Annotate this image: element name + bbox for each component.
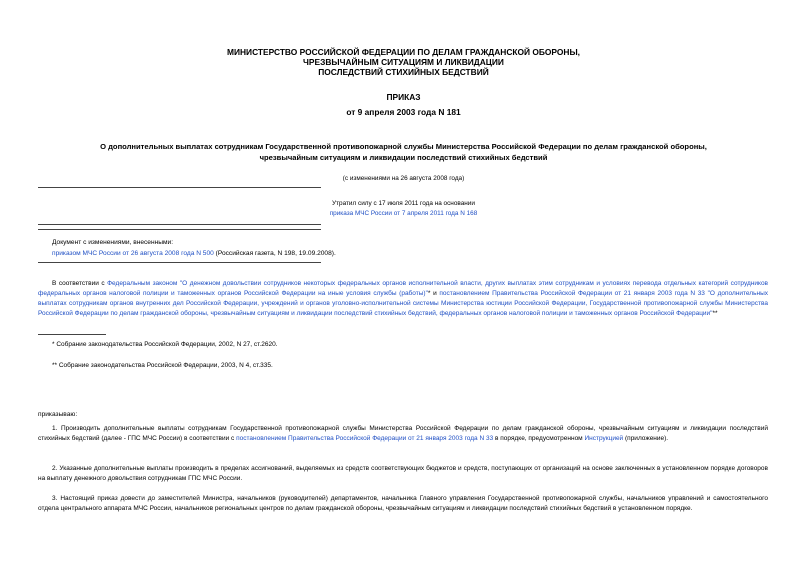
amendments-line <box>52 249 336 258</box>
expired-line-1: Утратил силу с 17 июля 2011 года на основании <box>332 200 475 207</box>
preamble-text: * и <box>427 290 440 297</box>
order-item-3: 3. Настоящий приказ довести до заместителей Министра, начальников (руководителей) департаментов, начальника Главного управления Государственной противопожарной службы, начальников управлений и самостоятельного отдела центрального аппарата МЧС России, начальников региональных центров по делам гражданской обороны, чрезвычайным ситуациям и ликвидации последствий стихийных бедствий в установленном порядке. <box>38 495 768 512</box>
order-item-1-text: (приложение). <box>623 435 669 442</box>
ministry-line-3: ПОСЛЕДСТВИЙ СТИХИЙНЫХ БЕДСТВИЙ <box>318 67 489 77</box>
preamble-paragraph <box>38 279 768 319</box>
footnote-1: * Собрание законодательства Российской Федерации, 2002, N 27, ст.2620. <box>52 341 278 348</box>
instruction-link[interactable]: Инструкцией <box>584 435 624 442</box>
order-item-1 <box>38 424 768 444</box>
preamble-text: В соответствии с <box>52 280 108 287</box>
doc-type: ПРИКАЗ <box>386 92 421 102</box>
doc-title-line-2: чрезвычайным ситуациям и ликвидации последствий стихийных бедствий <box>259 153 548 162</box>
amended-note: (с изменениями на 26 августа 2008 года) <box>342 175 465 182</box>
divider <box>38 187 321 188</box>
decree-33-link[interactable]: постановлением Правительства Российской Федерации от 21 января 2003 года N 33 <box>236 435 494 442</box>
federal-law-link[interactable]: Федеральным законом "О денежном довольствии сотрудников некоторых федеральных органов исполнительной власти, других выплатах этим сотрудникам и условиях перевода отдельных категорий сотрудников федеральных органов налоговой полиции и таможенных органов Российской Федерации на иные условия службы (работы)" <box>38 280 769 297</box>
doc-title-line-1: О дополнительных выплатах сотрудникам Государственной противопожарной службы Министерства Российской Федерации по делам гражданской обороны, <box>100 142 707 151</box>
order-item-2: 2. Указанные дополнительные выплаты производить в пределах ассигнований, выделяемых из средств соответствующих бюджетов и средств, поступающих от организаций на основе заключенных в установленном порядке договоров на выплату денежного довольствия сотрудникам ГПС МЧС России. <box>38 465 768 482</box>
ministry-line-1: МИНИСТЕРСТВО РОССИЙСКОЙ ФЕДЕРАЦИИ ПО ДЕЛАМ ГРАЖДАНСКОЙ ОБОРОНЫ, <box>227 47 580 57</box>
divider <box>38 229 321 230</box>
government-decree-link[interactable]: постановлением Правительства Российской Федерации от 21 января 2003 года N 33 "О дополнительных выплатах сотрудникам органов внутренних дел Российской Федерации, учреждений и органов уголовно-исполнительной системы Министерства юстиции Российской Федерации, Государственной противопожарной службы Министерства Российской Федерации по делам гражданской обороны, чрезвычайным ситуациям и ликвидации последствий стихийных бедствий, федеральных органов налоговой полиции и таможенных органов Российской Федерации" <box>38 290 769 317</box>
amendments-link[interactable]: приказом МЧС России от 26 августа 2008 года N 500 <box>52 250 214 257</box>
divider <box>38 262 321 263</box>
amendments-rest: (Российская газета, N 198, 19.09.2008). <box>213 250 336 257</box>
footnote-2: ** Собрание законодательства Российской Федерации, 2003, N 4, ст.335. <box>52 362 273 369</box>
divider <box>38 224 321 225</box>
order-item-1-text: в порядке, предусмотренном <box>493 435 585 442</box>
prikazyvayu-label: приказываю: <box>38 411 78 418</box>
ministry-line-2: ЧРЕЗВЫЧАЙНЫМ СИТУАЦИЯМ И ЛИКВИДАЦИИ <box>303 57 504 67</box>
doc-date: от 9 апреля 2003 года N 181 <box>346 107 461 117</box>
order-item-1-text: 1. Производить дополнительные выплаты сотрудникам Государственной противопожарной службы Министерства Российской Федерации по делам гражданской обороны, чрезвычайным ситуациям и ликвидации последствий стихийных бедствий (далее - ГПС МЧС России) в соответствии с <box>38 425 768 442</box>
amendments-label: Документ с изменениями, внесенными: <box>52 239 174 246</box>
footnote-divider <box>38 334 106 335</box>
expired-link[interactable]: приказа МЧС России от 7 апреля 2011 года N 168 <box>329 210 478 217</box>
preamble-text: ** <box>712 310 718 317</box>
